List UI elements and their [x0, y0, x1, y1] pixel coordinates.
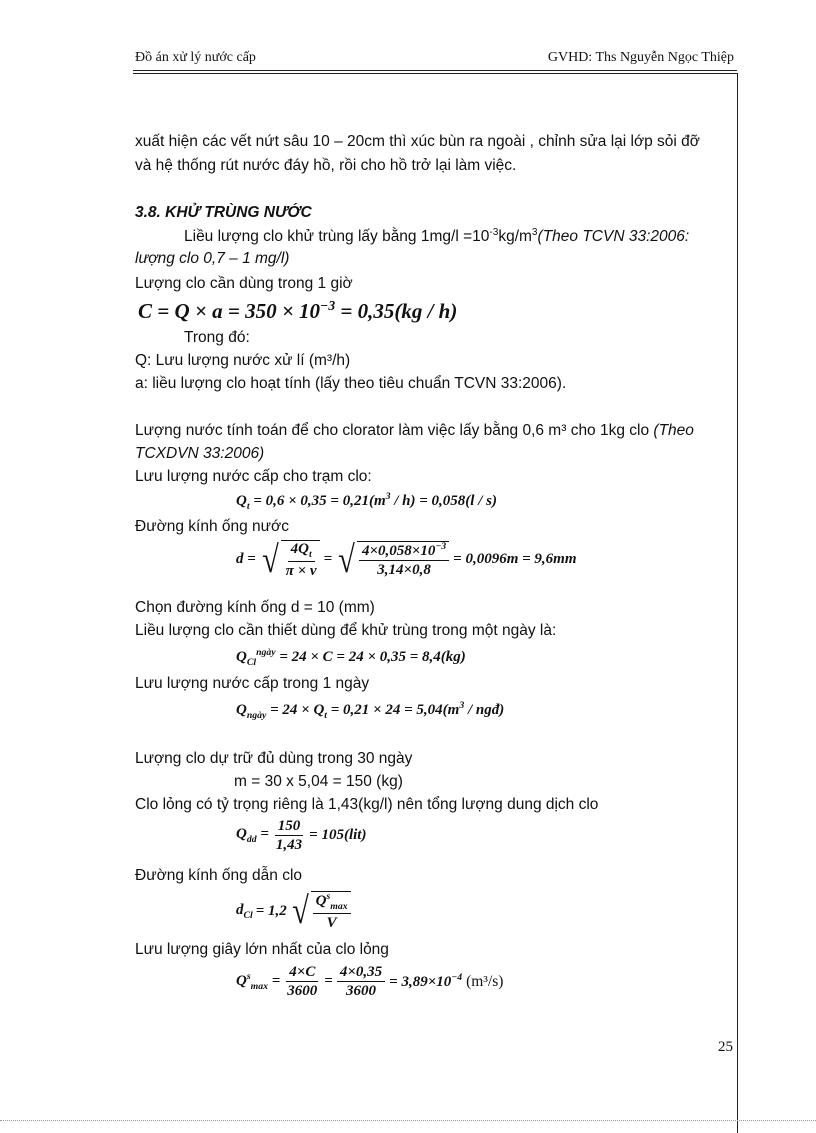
page-number: 25 [718, 1039, 733, 1055]
eq2-exp: 3 [385, 491, 391, 502]
eq3-f1-den: π × v [285, 562, 317, 579]
water-line-2: TCXDVN 33:2006) [135, 445, 265, 462]
sqrt-2 [336, 538, 449, 581]
liquid-label: Clo lỏng có tỷ trọng riêng là 1,43(kg/l) nên tổng lượng dung dịch clo [135, 796, 599, 813]
equation-daily-water [236, 700, 504, 721]
eq6-sub: dd [246, 834, 257, 846]
eq7-coef: = 1,2 [255, 902, 287, 919]
bottom-dotted-line [0, 1120, 816, 1121]
equation-conduit-diameter [236, 891, 351, 932]
eq4-sub: Cl [246, 657, 257, 668]
dose-text-b: kg/m [498, 228, 532, 246]
eq3-tail: = 0,0096m = 9,6mm [453, 551, 577, 568]
dose-ref: (Theo TCVN 33:2006: [537, 228, 690, 246]
equation-supply [236, 491, 497, 512]
eq5-exp: 3 [459, 700, 465, 711]
header-rule-double [133, 73, 737, 74]
conduit-label: Đường kính ống dẫn clo [135, 867, 303, 884]
hourly-label: Lượng clo cần dùng trong 1 giờ [135, 275, 353, 292]
choose-diameter: Chọn đường kính ống d = 10 (mm) [135, 599, 375, 616]
equation-solution-volume: $Q_{dd}$ = $\frac{150}{1,43}$ = 105(lit) [236, 818, 367, 853]
eq8-f1-den: 3600 [287, 982, 318, 999]
header-rule [133, 70, 737, 71]
eq5-tail2: = 0,21 × 24 = 5,04(m [327, 702, 460, 718]
definition-q: Q: Lưu lượng nước xử lí (m³/h) [135, 352, 351, 369]
water-ref: (Theo [653, 422, 694, 439]
supply-label: Lưu lượng nước cấp cho trạm clo: [135, 468, 372, 485]
eq8-sub: max [250, 981, 268, 993]
eq8-exp: −4 [451, 972, 463, 984]
eq5-sub2: t [324, 710, 327, 721]
reserve-calc: m = 30 x 5,04 = 150 (kg) [234, 773, 403, 790]
eq6-den: 1,43 [275, 836, 303, 853]
daily-dose-label: Liều lượng clo cần thiết dùng để khử trùng trong một ngày là: [135, 622, 557, 639]
eq5-tail3: / ngđ) [464, 702, 505, 718]
eq4-q: Q [236, 649, 247, 665]
eq8-f2-num: 4×0,35 [337, 964, 385, 982]
right-border [737, 73, 738, 1133]
eq2-tail: = 0,6 × 0,35 = 0,21(m [249, 493, 386, 509]
water-line-1 [135, 422, 694, 440]
eq8-unit: (m³/s) [466, 972, 504, 990]
water-text: Lượng nước tính toán để cho clorator làm việc lấy bằng 0,6 m³ cho 1kg clo [135, 422, 650, 439]
equation-peak-flow: $Q^s_{max}$ = $\frac{4\times C}{3600}$ = $\frac{4\times 0,35}{3600}$ = $3,89\times 10^{-4}$ (m³/s) [236, 964, 504, 999]
eq3-lhs: d = [236, 551, 256, 568]
section-title: 3.8. KHỬ TRÙNG NƯỚC [135, 204, 312, 221]
eq8-sup: s [246, 971, 251, 983]
equation-hourly-chlorine [138, 298, 457, 324]
eq7-num-sub: max [330, 901, 348, 912]
eq6-num: 150 [275, 818, 304, 836]
eq6-tail: = 105(lit) [309, 827, 367, 844]
definition-a: a: liều lượng clo hoạt tính (lấy theo tiêu chuẩn TCVN 33:2006). [135, 375, 567, 392]
header-left: Đồ án xử lý nước cấp [135, 50, 256, 65]
radical-icon: √ [338, 538, 355, 581]
eq6-q: Q [236, 826, 247, 843]
eq2-sub: t [246, 501, 250, 512]
daily-supply-label: Lưu lượng nước cấp trong 1 ngày [135, 675, 370, 692]
eq1-tail: = 0,35(kg / h) [335, 299, 458, 323]
dose-exp-2: 3 [531, 227, 538, 238]
equation-daily-chlorine [236, 647, 466, 668]
eq7-num: Q [315, 893, 327, 909]
dose-line-2: lượng clo 0,7 – 1 mg/l) [135, 250, 290, 267]
sqrt-1 [260, 540, 320, 580]
intro-line-1: xuất hiện các vết nứt sâu 10 – 20cm thì xúc bùn ra ngoài , chỉnh sửa lại lớp sỏi đỡ [135, 133, 700, 150]
equation-diameter: d = √ $\frac{4Q_t}{\pi \times v}$ = √ $\frac{4\times 0,058\times 10^{-3}}{3,14\times 0,8}$ = 0,0096m = 9,6mm [236, 538, 577, 581]
eq4-sup: ngày [256, 647, 276, 658]
eq3-f2-exp: −3 [435, 541, 447, 553]
pipe-label: Đường kính ống nước [135, 518, 289, 535]
eq2-q: Q [236, 493, 247, 509]
eq1-main: C = Q × a = 350 × 10 [138, 299, 321, 323]
dose-text-a: Liều lượng clo khử trùng lấy bằng 1mg/l =10 [184, 228, 490, 246]
eq3-f1-num: 4Q [290, 541, 309, 557]
eq3-f2-den: 3,14×0,8 [377, 561, 431, 578]
eq7-d: d [236, 901, 244, 918]
eq8-q: Q [236, 973, 247, 990]
dose-line-1 [184, 227, 689, 246]
eq4-tail: = 24 × C = 24 × 0,35 = 8,4(kg) [275, 649, 466, 665]
peak-label: Lưu lượng giây lớn nhất của clo lỏng [135, 941, 389, 958]
eq2-tail2: / h) = 0,058(l / s) [390, 493, 497, 509]
eq5-tail: = 24 × Q [266, 702, 325, 718]
eq7-sub: Cl [243, 909, 253, 921]
eq1-exp: −3 [320, 298, 336, 313]
sqrt-3 [290, 891, 351, 932]
radical-icon: √ [261, 538, 279, 581]
eq5-q: Q [236, 702, 247, 718]
eq3-f1-sub: t [308, 549, 312, 560]
eq7-den: V [326, 914, 337, 931]
eq8-f1-num: 4×C [286, 964, 318, 982]
intro-line-2: và hệ thống rút nước đáy hồ, rồi cho hồ trở lại làm việc. [135, 157, 517, 174]
radical-icon: √ [291, 890, 309, 933]
header-right: GVHD: Ths Nguyễn Ngọc Thiệp [547, 50, 734, 65]
eq5-sub: ngày [246, 710, 267, 721]
dose-exp: -3 [489, 227, 499, 238]
reserve-label: Lượng clo dự trữ đủ dùng trong 30 ngày [135, 750, 413, 767]
eq8-tail: = 3,89×10 [389, 974, 452, 991]
eq7-num-sup: s [326, 891, 331, 902]
eq8-f2-den: 3600 [346, 982, 377, 999]
eq3-f2-num: 4×0,058×10 [362, 543, 436, 560]
where-label: Trong đó: [184, 329, 250, 346]
